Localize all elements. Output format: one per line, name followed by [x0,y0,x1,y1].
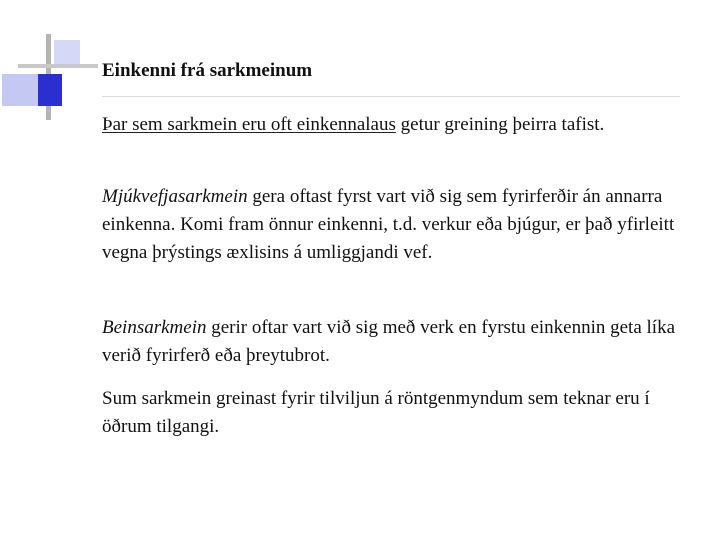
light-square-left [2,74,38,106]
paragraph-4 [102,385,692,441]
paragraph-1-text: getur greining þeirra tafist. [395,114,605,135]
title-divider [102,96,680,97]
paragraph-2-term: Mjúkvefjasarkmein [102,186,248,207]
paragraph-3 [102,314,692,370]
paragraph-1-underlined: Þar sem sarkmein eru oft einkennalaus [102,114,396,135]
paragraph-3-text: gerir oftar vart við sig með verk en fyrstu einkennin geta líka verið fyrirferð eða þreytubrot. [102,317,675,366]
paragraph-4-text: Sum sarkmein greinast fyrir tilviljun á röntgenmyndum sem teknar eru í öðrum tilgangi. [102,388,650,437]
light-square-right [54,40,80,64]
decorative-corner-graphic [0,0,100,130]
slide-title: Einkenni frá sarkmeinum [102,60,313,81]
paragraph-1 [102,111,692,139]
horizontal-bar [18,64,98,68]
paragraph-3-term: Beinsarkmein [102,317,207,338]
vertical-bar-overlay [46,74,51,106]
paragraph-2-text: gera oftast fyrst vart við sig sem fyrirferðir án annarra einkenna. Komi fram önnur einkenni, t.d. verkur eða bjúgur, er það yfirleitt vegna þrýstings æxlisins á umliggjandi vef. [102,186,675,263]
paragraph-2 [102,183,692,267]
